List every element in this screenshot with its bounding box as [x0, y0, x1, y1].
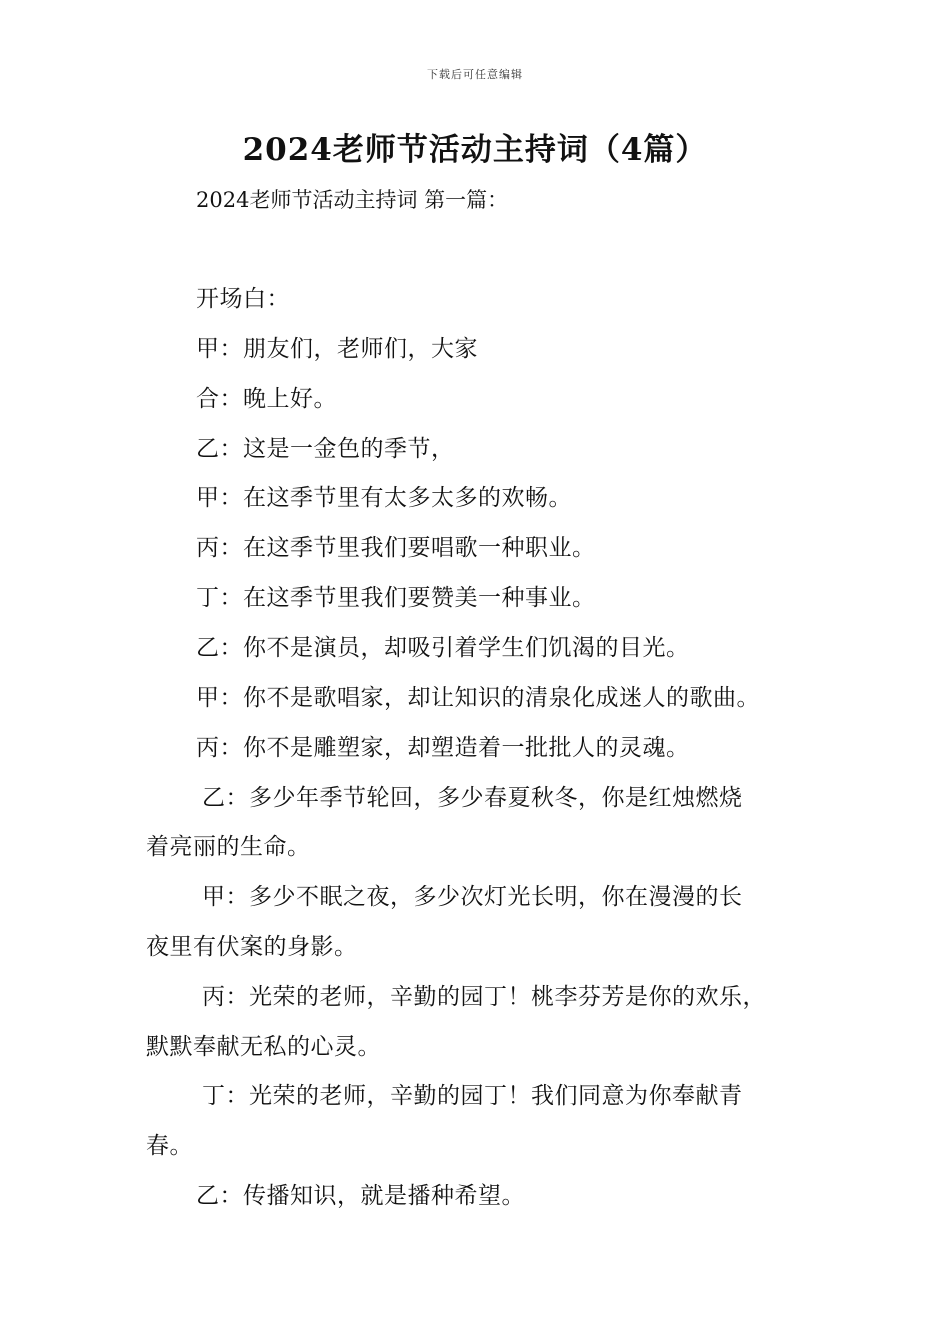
text-line: 夜里有伏案的身影。: [146, 934, 358, 960]
text-line: 甲：朋友们，老师们，大家: [196, 336, 478, 362]
text-line: 丙：光荣的老师，辛勤的园丁！桃李芬芳是你的欢乐，: [202, 984, 766, 1010]
page-header-note: 下载后可任意编辑: [427, 68, 523, 81]
text-line: 甲：你不是歌唱家，却让知识的清泉化成迷人的歌曲。: [196, 685, 760, 711]
text-line: 丁：在这季节里我们要赞美一种事业。: [196, 585, 596, 611]
text-line: 丁：光荣的老师，辛勤的园丁！我们同意为你奉献青: [202, 1083, 743, 1109]
text-line: 丙：你不是雕塑家，却塑造着一批批人的灵魂。: [196, 735, 690, 761]
text-line: 着亮丽的生命。: [146, 834, 311, 860]
text-line: 开场白：: [196, 286, 290, 312]
text-line: 乙：这是一金色的季节，: [196, 436, 455, 462]
text-line: 甲：多少不眠之夜，多少次灯光长明，你在漫漫的长: [202, 884, 743, 910]
text-line: 乙：传播知识，就是播种希望。: [196, 1183, 525, 1209]
document-title: 2024老师节活动主持词（4篇）: [242, 132, 708, 168]
text-line: 默默奉献无私的心灵。: [146, 1034, 381, 1060]
text-line: 春。: [146, 1133, 193, 1159]
text-line: 合：晚上好。: [196, 386, 337, 412]
section-heading: 2024老师节活动主持词 第一篇：: [196, 188, 509, 212]
text-line: 丙：在这季节里我们要唱歌一种职业。: [196, 535, 596, 561]
text-line: 乙：你不是演员，却吸引着学生们饥渴的目光。: [196, 635, 690, 661]
text-line: 乙：多少年季节轮回，多少春夏秋冬，你是红烛燃烧: [202, 785, 743, 811]
text-line: 甲：在这季节里有太多太多的欢畅。: [196, 485, 572, 511]
